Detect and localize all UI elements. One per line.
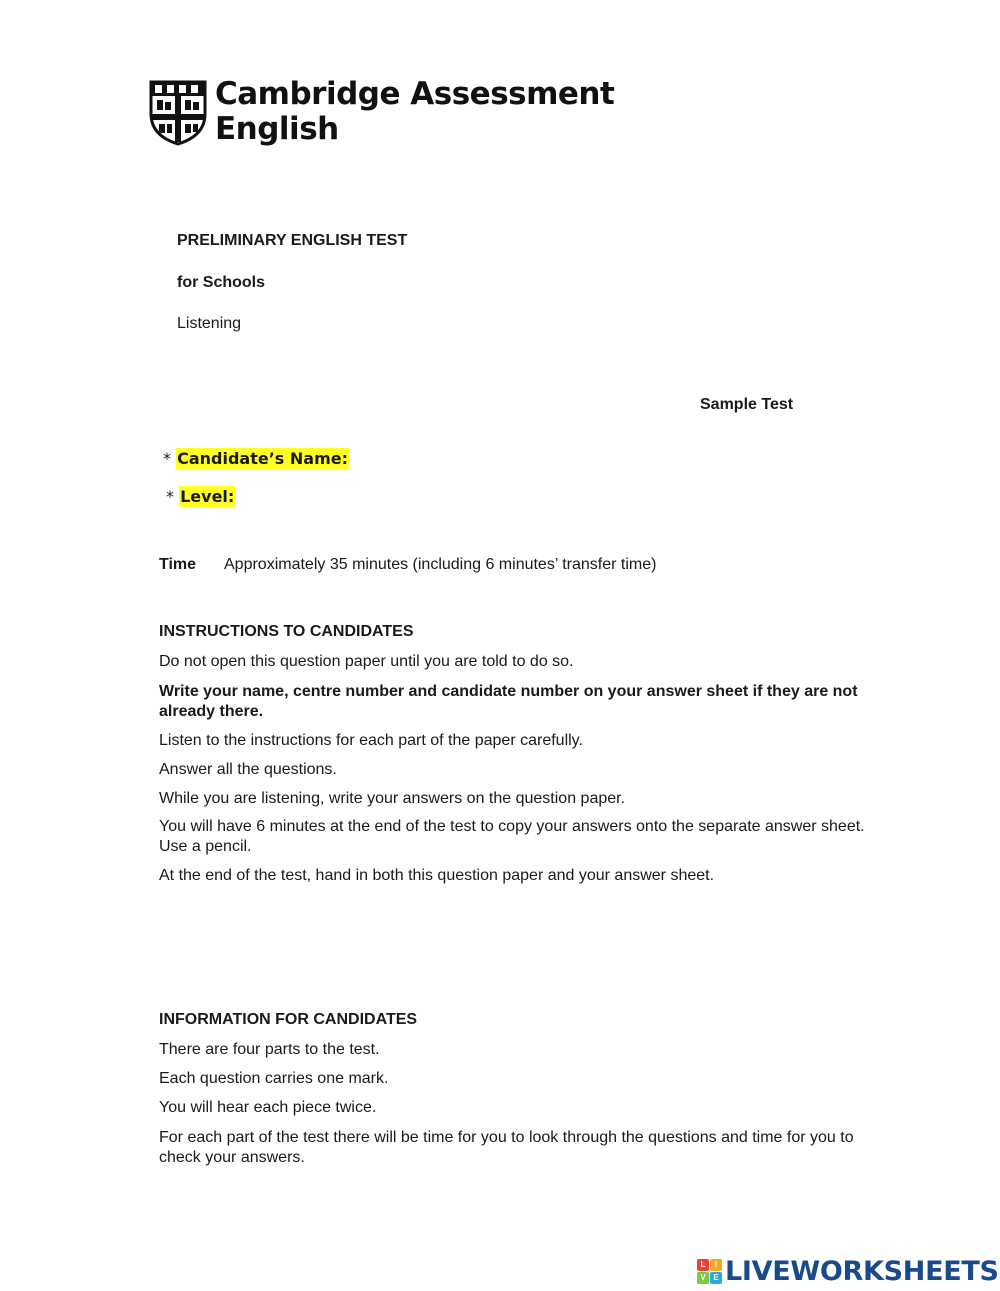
level-field: [166, 487, 235, 506]
instruction-item: At the end of the test, hand in both this question paper and your answer sheet.: [159, 867, 715, 884]
required-star: *: [166, 487, 180, 506]
cambridge-shield-icon: [149, 80, 207, 146]
cambridge-logo: [215, 76, 614, 146]
level-label: Level:: [180, 487, 235, 506]
information-title: INFORMATION FOR CANDIDATES: [159, 1011, 418, 1028]
liveworksheets-brand: LIVEWORKSHEETS: [725, 1255, 999, 1287]
time-label: Time: [159, 556, 197, 573]
candidate-name-label: Candidate’s Name:: [177, 449, 348, 468]
sample-label: Sample Test: [700, 396, 794, 413]
logo-line1: Cambridge Assessment: [215, 76, 615, 112]
icon-tile: V: [697, 1272, 709, 1284]
information-item: For each part of the test there will be time for you to look through the questions and time for you to check your answers.: [159, 1129, 854, 1166]
information-item: You will hear each piece twice.: [159, 1099, 377, 1116]
information-item: Each question carries one mark.: [159, 1070, 389, 1087]
instruction-item: Write your name, centre number and candidate number on your answer sheet if they are not already there.: [159, 683, 858, 720]
icon-tile: L: [697, 1259, 709, 1271]
instruction-item: Answer all the questions.: [159, 761, 337, 778]
liveworksheets-icon: [697, 1259, 722, 1284]
instruction-item: You will have 6 minutes at the end of the test to copy your answers onto the separate answer sheet. Use a pencil.: [159, 818, 865, 855]
test-title: PRELIMINARY ENGLISH TEST: [177, 232, 408, 249]
candidate-name-field: [163, 449, 349, 468]
liveworksheets-logo: [697, 1253, 999, 1289]
paper-name: Listening: [177, 315, 242, 332]
information-item: There are four parts to the test.: [159, 1041, 380, 1058]
time-text: Approximately 35 minutes (including 6 minutes’ transfer time): [224, 556, 657, 573]
required-star: *: [163, 449, 177, 468]
instruction-item: While you are listening, write your answers on the question paper.: [159, 790, 626, 807]
test-subtitle: for Schools: [177, 274, 266, 291]
icon-tile: E: [710, 1272, 722, 1284]
logo-line2: English: [215, 111, 339, 147]
instruction-item: Do not open this question paper until you are told to do so.: [159, 653, 574, 670]
instruction-item: Listen to the instructions for each part of the paper carefully.: [159, 732, 583, 749]
icon-tile: I: [710, 1259, 722, 1271]
instructions-title: INSTRUCTIONS TO CANDIDATES: [159, 623, 414, 640]
